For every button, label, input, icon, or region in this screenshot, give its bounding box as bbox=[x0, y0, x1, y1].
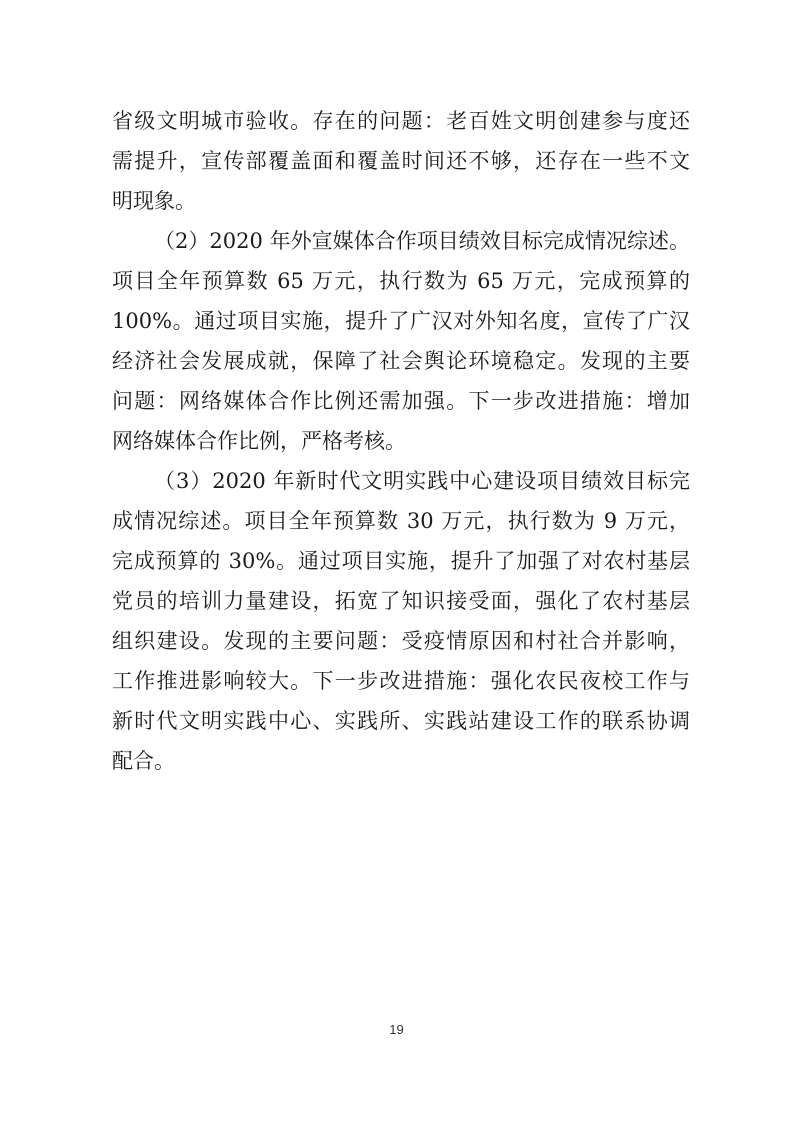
page-number: 19 bbox=[389, 1022, 404, 1037]
paragraph-3-line-8: 配合。 bbox=[112, 749, 175, 773]
paragraph-1-line-1: 省级文明城市验收。存在的问题：老百姓文明创建参与度还 bbox=[112, 109, 690, 133]
paragraph-2-line-3: 100%。通过项目实施，提升了广汉对外知名度，宣传了广汉 bbox=[112, 309, 690, 333]
paragraph-3-line-6: 工作推进影响较大。下一步改进措施：强化农民夜校工作与 bbox=[112, 669, 690, 693]
paragraph-3-line-5: 组织建设。发现的主要问题：受疫情原因和村社合并影响， bbox=[112, 629, 690, 653]
paragraph-3-line-3: 完成预算的 30%。通过项目实施，提升了加强了对农村基层 bbox=[112, 549, 690, 573]
paragraph-2-line-5: 问题：网络媒体合作比例还需加强。下一步改进措施：增加 bbox=[112, 389, 690, 413]
paragraph-3-line-2: 成情况综述。项目全年预算数 30 万元，执行数为 9 万元， bbox=[112, 509, 690, 533]
paragraph-2-line-1: （2）2020 年外宣媒体合作项目绩效目标完成情况综述。 bbox=[154, 229, 690, 253]
paragraph-2-line-6: 网络媒体合作比例，严格考核。 bbox=[112, 429, 406, 453]
paragraph-2-line-2: 项目全年预算数 65 万元，执行数为 65 万元，完成预算的 bbox=[112, 269, 690, 293]
paragraph-3-line-7: 新时代文明实践中心、实践所、实践站建设工作的联系协调 bbox=[112, 709, 690, 733]
paragraph-3-line-1: （3）2020 年新时代文明实践中心建设项目绩效目标完 bbox=[154, 469, 690, 493]
paragraph-1-line-2: 需提升，宣传部覆盖面和覆盖时间还不够，还存在一些不文 bbox=[112, 149, 690, 173]
paragraph-1-line-3: 明现象。 bbox=[112, 189, 196, 213]
paragraph-3-line-4: 党员的培训力量建设，拓宽了知识接受面，强化了农村基层 bbox=[112, 589, 690, 613]
paragraph-2-line-4: 经济社会发展成就，保障了社会舆论环境稳定。发现的主要 bbox=[112, 349, 690, 373]
